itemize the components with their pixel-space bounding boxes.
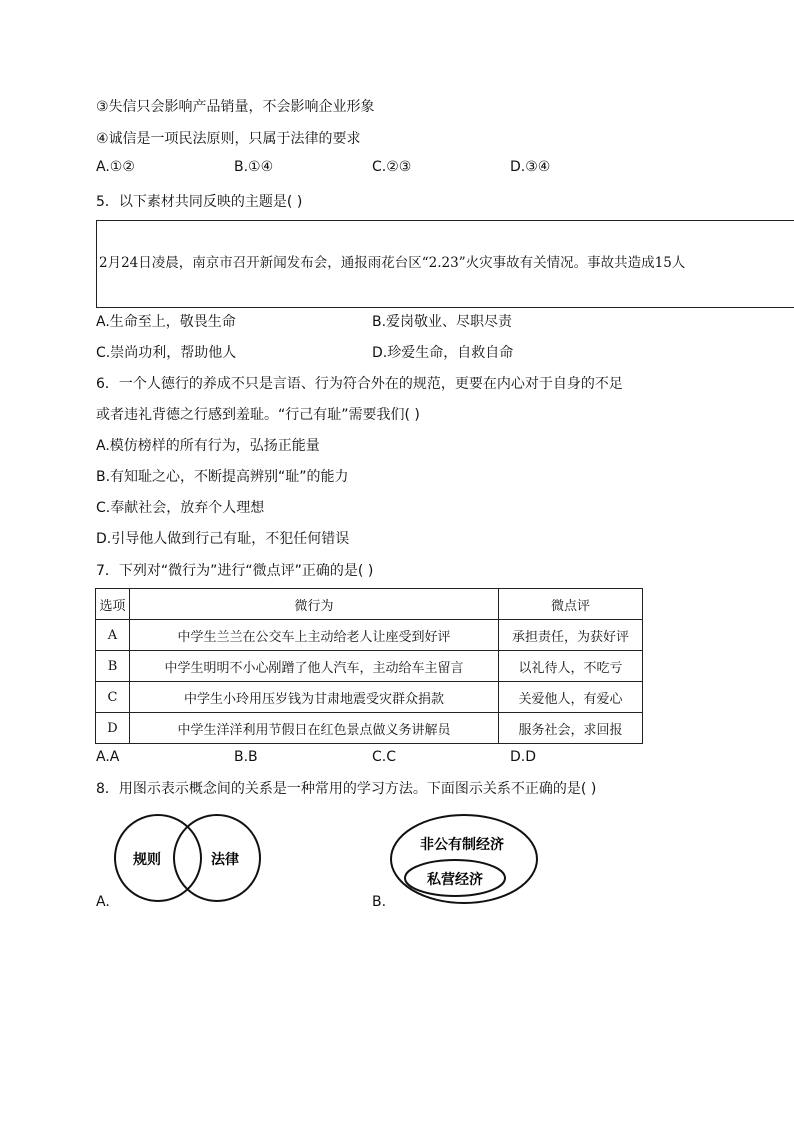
table-header-cell: 微点评 bbox=[499, 589, 643, 620]
q6-option-d: D.引导他人做到行己有耻，不犯任何错误 bbox=[96, 531, 350, 547]
q4-option-c: C.②③ bbox=[372, 159, 412, 175]
q4-option-b: B.①④ bbox=[234, 159, 274, 175]
q4-option-d: D.③④ bbox=[510, 159, 551, 175]
q7-option-b: B.B bbox=[234, 749, 258, 765]
q5-option-d: D.珍爱生命，自救自命 bbox=[372, 345, 514, 361]
q8-stem: 8．用图示表示概念间的关系是一种常用的学习方法。下面图示关系不正确的是( ) bbox=[96, 781, 597, 797]
q5-stem: 5．以下素材共同反映的主题是( ) bbox=[96, 194, 303, 210]
q6-option-a: A.模仿榜样的所有行为，弘扬正能量 bbox=[96, 438, 320, 454]
q7-option-d: D.D bbox=[510, 749, 537, 765]
table-cell: C bbox=[96, 682, 130, 713]
q4-item-4: ④诚信是一项民法原则，只属于法律的要求 bbox=[96, 131, 361, 147]
table-cell: B bbox=[96, 651, 130, 682]
q8-option-a-label: A. bbox=[96, 894, 110, 910]
q7-stem: 7．下列对“微行为”进行“微点评”正确的是( ) bbox=[96, 563, 374, 579]
table-cell: 以礼待人，不吃亏 bbox=[499, 651, 643, 682]
table-cell: 承担责任，为获好评 bbox=[499, 620, 643, 651]
q8-option-b-label: B. bbox=[372, 894, 387, 910]
table-cell: D bbox=[96, 713, 130, 744]
q4-item-3: ③失信只会影响产品销量，不会影响企业形象 bbox=[96, 99, 375, 115]
q6-option-c: C.奉献社会，放弃个人理想 bbox=[96, 500, 265, 516]
q7-option-a: A.A bbox=[96, 749, 120, 765]
diagram-b-outer-label: 非公有制经济 bbox=[420, 837, 504, 853]
diagram-b-outer-ellipse bbox=[391, 815, 537, 903]
q6-stem-line-1: 6．一个人德行的养成不只是言语、行为符合外在的规范，更要在内心对于自身的不足 bbox=[96, 376, 623, 392]
diagram-b-inner-label: 私营经济 bbox=[427, 872, 483, 888]
table-cell: A bbox=[96, 620, 130, 651]
table-cell: 中学生洋洋利用节假日在红色景点做义务讲解员 bbox=[130, 713, 499, 744]
q6-stem-line-2: 或者违礼背德之行感到羞耻。“行己有耻”需要我们( ) bbox=[96, 407, 420, 423]
table-cell: 中学生明明不小心剐蹭了他人汽车，主动给车主留言 bbox=[130, 651, 499, 682]
q5-option-c: C.崇尚功利，帮助他人 bbox=[96, 345, 237, 361]
q4-option-a: A.①② bbox=[96, 159, 135, 175]
q6-option-b: B.有知耻之心，不断提高辨别“耻”的能力 bbox=[96, 469, 349, 485]
table-header-cell: 选项 bbox=[96, 589, 130, 620]
q5-option-a: A.生命至上，敬畏生命 bbox=[96, 314, 236, 330]
q7-option-c: C.C bbox=[372, 749, 397, 765]
table-cell: 服务社会，求回报 bbox=[499, 713, 643, 744]
table-cell: 中学生兰兰在公交车上主动给老人让座受到好评 bbox=[130, 620, 499, 651]
q5-material-text: 2月24日凌晨，南京市召开新闻发布会，通报雨花台区“2.23”火灾事故有关情况。事故共造成15人 bbox=[99, 255, 686, 271]
diagram-a-right-label: 法律 bbox=[211, 852, 239, 868]
q5-option-b: B.爱岗敬业、尽职尽责 bbox=[372, 314, 513, 330]
diagram-a-left-label: 规则 bbox=[133, 852, 161, 868]
table-cell: 中学生小玲用压岁钱为甘肃地震受灾群众捐款 bbox=[130, 682, 499, 713]
table-cell: 关爱他人，有爱心 bbox=[499, 682, 643, 713]
table-header-cell: 微行为 bbox=[130, 589, 499, 620]
